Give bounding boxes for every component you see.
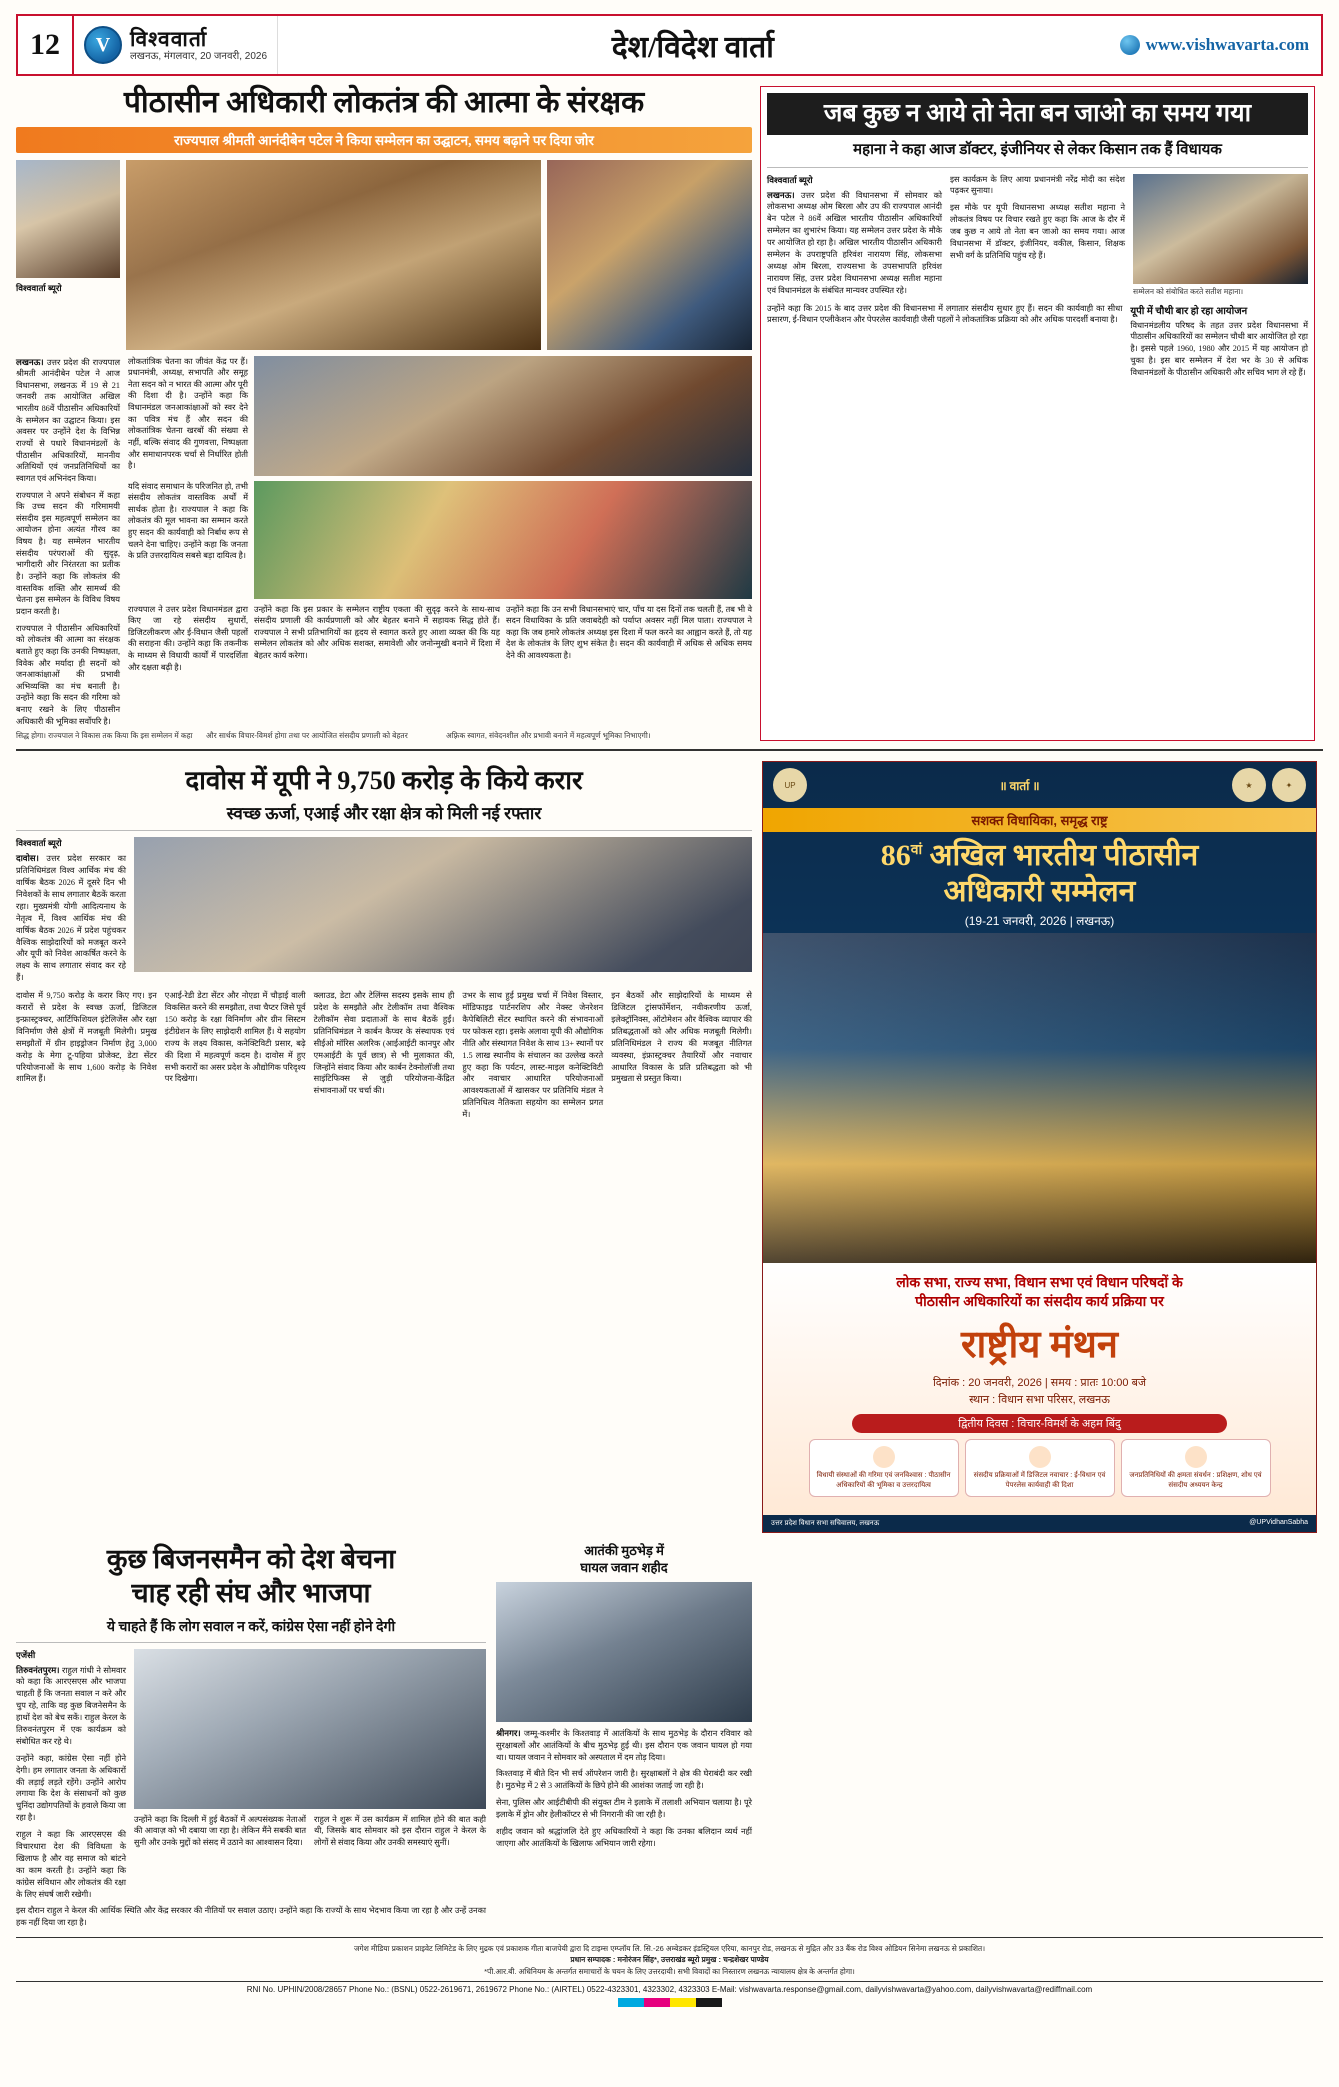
lead-article — [16, 86, 752, 741]
davos-body-5: उभर के साथ हुई प्रमुख चर्चा में निवेश विस्तार, मॉडिफाइड पार्टनरशिप और नेक्स्ट जेनरेशन कैपेबिलिटी सेंटर स्थापित करने की संभावनाओं पर फोकस रहा। इसके अलावा यूपी की औद्योगिक नीति और संस्थागत निवेश के साथ 13+ स्थानों पर 1.5 लाख स्थानीय के संचालन का उल्लेख करते हुए कहा कि पर्यटन, लास्ट-माइल कनेक्टिविटी और नवाचार आधारित परियोजनाओं आवश्यकताओं में खासकर पर प्रतिनिधि मंडल ने प्रतिनिधित्व नैतिकता सहयोग का सम्मेलन प्रगत में। — [462, 991, 604, 1120]
photo-davos-meeting — [134, 837, 752, 972]
lead-byline: विश्ववार्ता ब्यूरो — [16, 282, 62, 293]
emblem-icon-left: UP — [773, 768, 807, 802]
ad-footer-right[interactable]: @UPVidhanSabha — [1249, 1519, 1308, 1527]
sangh-subhead: ये चाहते हैं कि लोग सवाल न करें, कांग्रेस ऐसा नहीं होने देगी — [106, 1619, 396, 1635]
davos-subhead: स्वच्छ ऊर्जा, एआई और रक्षा क्षेत्र को मिली नई रफ्तार — [226, 804, 542, 824]
masthead — [16, 14, 1323, 76]
logo-title: विश्ववार्ता — [130, 26, 208, 51]
footer-prb-note: *पी.आर.बी. अधिनियम के अन्तर्गत समाचारों के चयन के लिए उत्तरदायी। सभी विवादों का निस्तारण लखनऊ न्यायालय क्षेत्र के अन्तर्गत होगा। — [484, 1966, 855, 1976]
website-url: www.vishwavarta.com — [1145, 35, 1309, 54]
davos-body-3: एआई-रेडी डेटा सेंटर और नोएडा में चौड़ाई वाली विकसित करने की समझौता, तथा चैप्टर जिसे पूर्व 150 करोड़ के रक्षा विनिर्माण और ग्रीन सिस्टम इंटीग्रेशन के लिए साझेदारी शामिल हैं। ये सहयोग राज्य के लक्ष्य विकास, कनेक्टिविटी प्रसार, बढ़े की दिशा में महत्वपूर्ण कदम है। दावोस में हुए सभी करारों का असर प्रदेश के औद्योगिक परिदृश्य पर दिखेगा। — [164, 991, 306, 1084]
lead-dateline: लखनऊ। — [16, 356, 44, 367]
soldier-dateline: श्रीनगर। — [496, 1727, 521, 1738]
cmyk-cyan — [618, 1998, 644, 2007]
sangh-body-2: उन्होंने कहा, कांग्रेस ऐसा नहीं होने देगी। हम लगातार जनता के अधिकारों की लड़ाई लड़ते रहेंगे। उन्होंने आरोप लगाया कि देश के संसाधनों को कुछ चुनिंदा उद्योगपतियों के हवाले किया जा रहा है। — [16, 1753, 126, 1823]
ad-red-line2: पीठासीन अधिकारियों का संसदीय कार्य प्रक्रिया पर — [915, 1293, 1164, 1310]
soldier-headline-2: घायल जवान शहीद — [580, 1559, 668, 1575]
sangh-body-6: इस दौरान राहुल ने केरल की आर्थिक स्थिति और केंद्र सरकार की नीतियों पर सवाल उठाए। उन्होंने कहा कि राज्यों के साथ भेदभाव किया जा रहा है और उन्हें उनका हक नहीं दिया जा रहा है। — [16, 1906, 486, 1928]
side-body-1: उत्तर प्रदेश की विधानसभा में सोमवार को लोकसभा अध्यक्ष ओम बिरला और उप की राज्यपाल आनंदी बेन पटेल ने 86वें अखिल भारतीय पीठासीन अधिकारियों सम्मेलन का शुभारंभ किया। यह सम्मेलन उत्तर प्रदेश के मौके पर आयोजित हो रहा है। अखिल भारतीय पीठासीन अधिकारी सम्मेलन के उपराष्ट्रपति हरिवंश नारायण सिंह, लोकसभा अध्यक्ष ओम बिरला, राज्यसभा के उपसभापति हरिवंश नारायण सिंह, उत्तर प्रदेश विधानसभा अध्यक्ष सतीश महाना एवं विधानमंडल के संबंधित मान्यवर उपस्थित रहे। — [767, 190, 943, 295]
footer-imprint: जगेश मीडिया प्रकाशन प्राइवेट लिमिटेड के लिए मुद्रक एवं प्रकाशक गीता बाजपेयी द्वारा दि टाइम्स एम्प्लॉय लि. सि.-26 अम्बेडकर इंडस्ट्रियल एरिया, कानपुर रोड, लखनऊ से मुद्रित और 33 बैंक रोड विश्व ओडियन सिनेमा लखनऊ से प्रकाशित। — [353, 1944, 986, 1954]
advertisement: UP ॥ वार्ता ॥ ★ ✦ सशक्त विधायिका, समृद्ध राष्ट्र $86^{वां}$ अखिल भारतीय पीठासीन अधिकारी सम्मेलन (19-21 जनवरी, 2026 | लखनऊ) लोक सभा, राज्य सभा, विधान सभा एवं विधान परिषदों के पीठासीन अधिकारियों का संसदीय कार्य प्रक्रिया पर राष्ट्रीय मंथन दिनांक : 20 जनवरी, 2026 | समय : प्रातः 10:00 बजे स्थान : विधान सभा परिसर, लखनऊ द्वितीय दिवस : विचार-विमर्श के अहम बिंदु विधायी संस्थाओं की गरिमा एवं जनविश्वास : पीठासीन अधिकारियों की भूमिका व उत्तरदायित्व संसदीय प्रक्रियाओं में डिजिटल नवाचार : ई-विधान एवं पेपरलेस कार्यवाही की दिशा जनप्रतिनिधियों की क्षमता संवर्धन : प्रशिक्षण, शोध एवं संसदीय अध्ययन केन्द्र उत्तर प्रदेश विधान सभा सचिवालय, लखनऊ @UPVidhanSabha — [762, 761, 1317, 1533]
photo-governor — [16, 160, 120, 278]
lead-body-3: राज्यपाल ने पीठासीन अधिकारियों को लोकतंत्र की आत्मा का संरक्षक बताते हुए कहा कि उनकी निष्पक्षता, विवेक और मर्यादा ही सदनों को जनआकांक्षाओं की प्रभावी अभिव्यक्ति का मंच बनाती है। उन्होंने कहा कि सदन की गरिमा को बनाए रखने के लिए पीठासीन अधिकारी की भूमिका सर्वोपरि है। — [16, 623, 120, 726]
side-byline: विश्ववार्ता ब्यूरो — [767, 174, 813, 185]
page-footer — [16, 1937, 1323, 2007]
side-body-3: इस मौके पर यूपी विधानसभा अध्यक्ष सतीश महाना ने लोकतंत्र विषय पर विचार रखते हुए कहा कि आज के दौर में जब कुछ न आये तो नेता बन जाओ का समय गया। आज विधानसभा में डॉक्टर, इंजीनियर, वकील, किसान, शिक्षक सभी वर्ग के प्रतिनिधि पहुंच रहे हैं। — [950, 203, 1125, 260]
ad-chip-list — [771, 1439, 1308, 1505]
chip-text: विधायी संस्थाओं की गरिमा एवं जनविश्वास : पीठासीन अधिकारियों की भूमिका व उत्तरदायित्व — [816, 1472, 951, 1489]
ad-meta-place: स्थान : विधान सभा परिसर, लखनऊ — [969, 1393, 1110, 1406]
lead-caption-2: सिद्ध होगा। राज्यपाल ने विकास तक किया कि इस सम्मेलन में कहा — [16, 731, 193, 741]
ad-chip — [1121, 1439, 1271, 1497]
photo-vidhan-sabha-building — [763, 933, 1316, 1263]
ad-red-line1: लोक सभा, राज्य सभा, विधान सभा एवं विधान परिषदों के — [896, 1274, 1183, 1291]
lead-body-8: उन्होंने कहा कि उन सभी विधानसभाएं चार, पाँच या दस दिनों तक चलती हैं, तब भी वे सदन विधायिका के प्रति जवाबदेही को पर्याप्त अवसर नहीं मिल पाता। राज्यपाल ने कहा कि जब हमारे लोकतंत्र अध्यक्ष इस दिशा में फल करने का आह्वान करते हैं, तो यह देश के लोकतंत्र के लिए शुभ संकेत है। सदन की कार्यवाही में अधिक से अधिक समय देने की आवश्यकता है। — [506, 604, 752, 661]
photo-rahul-gandhi — [134, 1649, 486, 1809]
photo-inauguration — [126, 160, 541, 350]
chip-icon-1 — [873, 1446, 895, 1468]
lead-body-2: राज्यपाल ने अपने संबोधन में कहा कि उच्च सदन की गरिमामयी संसदीय इस महत्वपूर्ण सम्मेलन का आयोजन होना अत्यंत गौरव का विषय है। यह सम्मेलन भारतीय संसदीय परंपराओं की सुदृढ़, भागीदारी और निरंतरता का प्रतीक है। उन्होंने कहा कि लोकतंत्र की वास्तविक शक्ति और सामर्थ्य की चेतना इस सम्मेलन के विविध विषय प्रदान करती है। — [16, 490, 120, 616]
photo-delegates — [254, 356, 752, 476]
lead-subhead: राज्यपाल श्रीमती आनंदीबेन पटेल ने किया सम्मेलन का उद्घाटन, समय बढ़ाने पर दिया जोर — [16, 127, 752, 153]
soldier-body-1: जम्मू-कश्मीर के किश्तवाड़ में आतंकियों के साथ मुठभेड़ के दौरान रविवार को सुरक्षाबलों और आतंकियों के बीच मुठभेड़ हुई थी। इस दौरान एक जवान घायल हो गया था। घायल जवान ने सोमवार को अस्पताल में दम तोड़ दिया। — [496, 1728, 753, 1762]
ad-title-line1b: अखिल भारतीय पीठासीन — [929, 839, 1199, 873]
cmyk-magenta — [644, 1998, 670, 2007]
photo-speaker — [1133, 174, 1308, 284]
section-title: देश/विदेश वार्ता — [611, 30, 774, 64]
side-headline: जब कुछ न आये तो नेता बन जाओ का समय गया — [767, 93, 1308, 135]
davos-headline: दावोस में यूपी ने 9,750 करोड़ के किये करार — [185, 766, 583, 796]
sangh-article — [16, 1543, 486, 1929]
side-dateline: लखनऊ। — [767, 189, 795, 200]
cmyk-yellow — [670, 1998, 696, 2007]
davos-body-4: क्लाउड, डेटा और टेलिंग्स सदस्य इसके साथ ही प्रदेश के समझौते और टेलीकॉम तथा वैश्विक टेलीकॉम सेवा प्रदाताओं के साथ बैठकें हुईं। प्रतिनिधिमंडल ने कार्बन कैप्चर के संस्थापक एवं सीईओ मॉरिस अलरिक (आईआईटी कानपुर और एमआईटी के पूर्व छात्र) से भी मुलाकात की, जिन्होंने संवाद किया और कार्बन टेक्नोलॉजी तथा साइंटिफिक्स से जुड़ी परियोजना-केंद्रित संभावनाओं पर चर्चा की। — [313, 991, 455, 1096]
sangh-body-4: उन्होंने कहा कि दिल्ली में हुई बैठकों में अल्पसंख्यक नेताओं की आवाज़ को भी दबाया जा रहा है। लेकिन मैंने सबकी बात सुनी और उनके मुद्दों को संसद में उठाने का आश्वासन दिया। — [134, 1814, 306, 1848]
soldier-body-4: शहीद जवान को श्रद्धांजलि देते हुए अधिकारियों ने कहा कि उनका बलिदान व्यर्थ नहीं जाएगा और आतंकियों के खिलाफ अभियान जारी रहेगा। — [496, 1827, 752, 1848]
side-article — [760, 86, 1315, 741]
lead-body-7: उन्होंने कहा कि इस प्रकार के सम्मेलन राष्ट्रीय एकता की सुदृढ़ करने के साथ-साथ संसदीय प्रणाली की कार्यप्रणाली को और बेहतर बनाने में सहायक सिद्ध होते हैं। राज्यपाल ने सभी प्रतिभागियों का हृदय से स्वागत करते हुए आशा व्यक्त की कि यह सम्मेलन लोकतंत्र को और अधिक सशक्त, समावेशी और जनोन्मुखी बनाने में दिशा में बेहतर कार्य करेगा। — [254, 604, 500, 661]
emblem-icon-right2: ✦ — [1272, 768, 1306, 802]
footer-contact: RNI No. UPHIN/2008/28657 Phone No.: (BSNL) 0522-2619671, 2619672 Phone No.: (AIRTEL) 0522-4323301, 4323302, 4323303 E-Mail: vishwavarta.response@gmail.com, dailyvishwavarta@yahoo.com, dailyvishwavarta@rediffmail.com — [16, 1981, 1323, 1994]
lead-caption-3: और सार्थक विचार-विमर्श होगा तथा पर आयोजित संसदीय प्रणाली को बेहतर — [206, 731, 408, 741]
sangh-body-1: राहुल गांधी ने सोमवार को कहा कि आरएसएस और भाजपा चाहती हैं कि जनता सवाल न करे और चुप रहे, ताकि वह कुछ बिजनेसमैन के हाथों देश को बेच सकें। राहुल केरल के तिरुवनंतपुरम में एक कार्यक्रम को संबोधित कर रहे थे। — [16, 1665, 127, 1746]
photo-award — [547, 160, 752, 350]
ad-title-number: 86 — [880, 839, 911, 873]
emblem-icon-right1: ★ — [1232, 768, 1266, 802]
ad-dates: (19-21 जनवरी, 2026 | लखनऊ) — [964, 914, 1115, 929]
davos-dateline: दावोस। — [16, 853, 39, 864]
ad-title-sup: वां — [910, 843, 923, 859]
ad-chip-heading: द्वितीय दिवस : विचार-विमर्श के अहम बिंदु — [852, 1414, 1228, 1433]
ad-chip — [965, 1439, 1115, 1497]
ad-footer-left: उत्तर प्रदेश विधान सभा सचिवालय, लखनऊ — [771, 1520, 880, 1528]
logo-icon: V — [84, 26, 122, 64]
ad-meta-date: दिनांक : 20 जनवरी, 2026 | समय : प्रातः 10:00 बजे — [932, 1377, 1147, 1390]
davos-section — [16, 761, 1323, 1533]
side-body-5: विधानमंडलीय परिषद के तहत उत्तर प्रदेश विधानसभा में पीठासीन अधिकारियों का सम्मेलन चौथी बार आयोजित हो रहा है। इससे पहले 1960, 1980 और 2015 में यह आयोजन हो चुका है। इस बार सम्मेलन में देश भर के 30 से अधिक विधानमंडलों के पीठासीन अधिकारी और सचिव भाग ले रहे हैं। — [1130, 320, 1308, 378]
cmyk-black — [696, 1998, 722, 2007]
sangh-body-3: राहुल ने कहा कि आरएसएस की विचारधारा देश की विविधता के खिलाफ है और वह समाज को बांटने का काम करती है। उन्होंने कहा कि कांग्रेस संविधान और लोकतंत्र की रक्षा के लिए संघर्ष जारी रखेगी। — [16, 1830, 126, 1899]
davos-body-2: दावोस में 9,750 करोड़ के करार किए गए। इन करारों से प्रदेश के स्वच्छ ऊर्जा, डिजिटल इन्फ्रास्ट्रक्चर, आर्टिफिशियल इंटेलिजेंस और रक्षा विनिर्माण जैसे क्षेत्रों में मजबूती मिलेगी। प्रमुख समझौतों में ग्रीन हाइड्रोजन निर्माण हेतु 3,000 करोड़ के मेगा टू-पहिया प्रोजेक्ट, डेटा सेंटर परियोजनाओं के साथ 1,600 करोड़ के निवेश शामिल हैं। — [16, 991, 157, 1084]
bottom-section — [16, 1543, 1323, 1929]
davos-article — [16, 761, 752, 1533]
publication-logo — [74, 16, 278, 74]
side-body-4: उन्होंने कहा कि 2015 के बाद उत्तर प्रदेश की विधानसभा में लगातार संसदीय सुधार हुए हैं। सदन की कार्यवाही का सीधा प्रसारण, ई-विधान एप्लीकेशन और पेपरलेस कार्यवाही जैसी पहलों ने लोकतांत्रिक प्रक्रिया को और अधिक पारदर्शी बनाया है। — [767, 303, 1123, 325]
bottom-filler-column — [762, 1543, 1323, 1929]
sangh-headline-2: चाह रही संघ और भाजपा — [131, 1577, 371, 1608]
sangh-headline-1: कुछ बिजनसमैन को देश बेचना — [106, 1544, 396, 1575]
lead-caption-4: अफ़्रिक स्वागत, संवेदनशील और प्रभावी बनाने में महत्वपूर्ण भूमिका निभाएगी। — [446, 731, 651, 741]
side-body-2: इस कार्यक्रम के लिए आया प्रधानमंत्री नरेंद्र मोदी का संदेश पढ़कर सुनाया। — [950, 174, 1125, 196]
soldier-headline-1: आतंकी मुठभेड़ में — [584, 1543, 664, 1559]
logo-subtitle: लखनऊ, मंगलवार, 20 जनवरी, 2026 — [130, 50, 268, 62]
soldier-article — [496, 1543, 752, 1929]
chip-text: संसदीय प्रक्रियाओं में डिजिटल नवाचार : ई-विधान एवं पेपरलेस कार्यवाही की दिशा — [973, 1472, 1106, 1489]
page-number: 12 — [18, 16, 74, 74]
side-subhead-2: यूपी में चौथी बार हो रहा आयोजन — [1130, 305, 1248, 317]
lead-body-5: यदि संवाद समाधान के परिजनित हो, तभी संसदीय लोकतंत्र वास्तविक अर्थों में सार्थक होता है। राज्यपाल ने कहा कि लोकतंत्र की मूल भावना का सम्मान करते हुए सदन की कार्यवाही को निर्बाध रूप से चलने देना चाहिए। उन्होंने कहा कि जनता के प्रति उत्तरदायित्व सबसे बड़ा दायित्व है। — [128, 481, 248, 561]
ad-title-line2: अधिकारी सम्मेलन — [943, 875, 1136, 909]
ad-chip — [809, 1439, 959, 1497]
lead-body-1: उत्तर प्रदेश की राज्यपाल श्रीमती आनंदीबेन पटेल ने आज विधानसभा, लखनऊ में 19 से 21 जनवरी तक आयोजित अखिल भारतीय 86वें पीठासीन अधिकारियों के सम्मेलन का उद्घाटन किया। इस अवसर पर उन्होंने देश के विभिन्न राज्यों से पधारे विधानमंडलों के पीठासीन अधिकारियों, माननीय अतिथियों एवं जनप्रतिनिधियों का स्वागत एवं अभिनंदन किया। — [16, 357, 121, 483]
footer-editor: प्रधान सम्पादक : मनोरंजन सिंह*, उत्तराखंड ब्यूरो प्रमुख : चन्द्रशेखर पाण्डेय — [570, 1955, 769, 1965]
davos-body-6: इन बैठकों और साझेदारियों के माध्यम से डिजिटल ट्रांसफॉर्मेशन, नवीकरणीय ऊर्जा, इलेक्ट्रॉनिक्स, ऑटोमेशन और वैश्विक व्यापार की प्रतिबद्धताओं को और अधिक मजबूती मिलेगी। प्रतिनिधिमंडल ने राज्य की मजबूत नीतिगत व्यवस्था, इंफ्रास्ट्रक्चर तैयारियों और नवाचार आधारित विकास के प्रति प्रतिबद्धता को भी प्रमुखता से प्रस्तुत किया। — [611, 991, 752, 1084]
side-subhead: महाना ने कहा आज डॉक्टर, इंजीनियर से लेकर किसान तक हैं विधायक — [853, 142, 1222, 158]
lead-headline: पीठासीन अधिकारी लोकतंत्र की आत्मा के संरक्षक — [123, 86, 645, 119]
sangh-byline: एजेंसी — [16, 1649, 36, 1660]
side-caption: सम्मेलन को संबोधित करते सतीश महाना। — [1133, 286, 1244, 296]
sangh-body-5: राहुल ने शुरू में उस कार्यक्रम में शामिल होने की बात कही थी, जिसके बाद सोमवार को इस दौरान राहुल ने केरल के लोगों से संवाद किया और उनकी समस्याएं सुनीं। — [314, 1814, 486, 1848]
photo-hall — [254, 481, 752, 599]
cmyk-registration-marks — [16, 1998, 1323, 2007]
lead-body-4: लोकतांत्रिक चेतना का जीवंत केंद्र पर हैं। प्रधानमंत्री, अध्यक्ष, सभापति और समूह नेता सदन को न भारत की आत्मा और पूरी की दिशा दी है। उन्होंने कहा कि विधानमंडल जनआकांक्षाओं को स्वर देने का पवित्र मंच हैं और सदन की लोकतांत्रिक चेतना खरबों की संख्या से नहीं, बल्कि संवाद की गुणवत्ता, निष्पक्षता और समाधानपरक चर्चा से निर्धारित होती है। — [128, 356, 248, 471]
lead-body-6: राज्यपाल ने उत्तर प्रदेश विधानमंडल द्वारा किए जा रहे संसदीय सुधारों, डिजिटलीकरण और ई-विधान जैसी पहलों की सराहना की। उन्होंने कहा कि तकनीक के माध्यम से विधायी कार्यों में पारदर्शिता और दक्षता बढ़ी है। — [128, 604, 248, 672]
ad-band: सशक्त विधायिका, समृद्ध राष्ट्र — [763, 808, 1316, 832]
soldier-body-3: सेना, पुलिस और आईटीबीपी की संयुक्त टीम ने इलाके में तलाशी अभियान चलाया है। पूरे इलाके में ड्रोन और हेलीकॉप्टर से भी निगरानी की जा रही है। — [496, 1798, 752, 1820]
chip-text: जनप्रतिनिधियों की क्षमता संवर्धन : प्रशिक्षण, शोध एवं संसदीय अध्ययन केन्द्र — [1129, 1472, 1262, 1489]
globe-icon — [1120, 35, 1140, 55]
chip-icon-2 — [1029, 1446, 1051, 1468]
ad-manthan-title: राष्ट्रीय मंथन — [960, 1324, 1119, 1367]
lead-section — [16, 86, 1323, 741]
davos-byline: विश्ववार्ता ब्यूरो — [16, 838, 62, 849]
sangh-dateline: तिरुवनंतपुरम। — [16, 1664, 60, 1675]
chip-icon-3 — [1185, 1446, 1207, 1468]
ad-title — [763, 838, 1316, 910]
website-link[interactable] — [1108, 16, 1321, 74]
photo-soldier — [496, 1582, 752, 1722]
davos-body-1: उत्तर प्रदेश सरकार का प्रतिनिधिमंडल विश्व आर्थिक मंच की वार्षिक बैठक 2026 में दूसरे दिन भी निवेशकों के साथ लगातार बैठकें करता रहा। मुख्यमंत्री योगी आदित्यनाथ के नेतृत्व में, विश्व आर्थिक मंच की वार्षिक बैठक 2026 में प्रदेश पहुंचकर वैश्विक साझेदारियों को मजबूत करने और यूपी को निवेश आकर्षित करने के लक्ष्य के साथ लगातार संवाद कर रहे हैं। — [16, 854, 126, 983]
soldier-body-2: किश्तवाड़ में बीते दिन भी सर्च ऑपरेशन जारी है। सुरक्षाबलों ने क्षेत्र की घेराबंदी कर रखी है। मुठभेड़ में 2 से 3 आतंकियों के छिपे होने की आशंका जताई जा रही है। — [496, 1769, 752, 1791]
